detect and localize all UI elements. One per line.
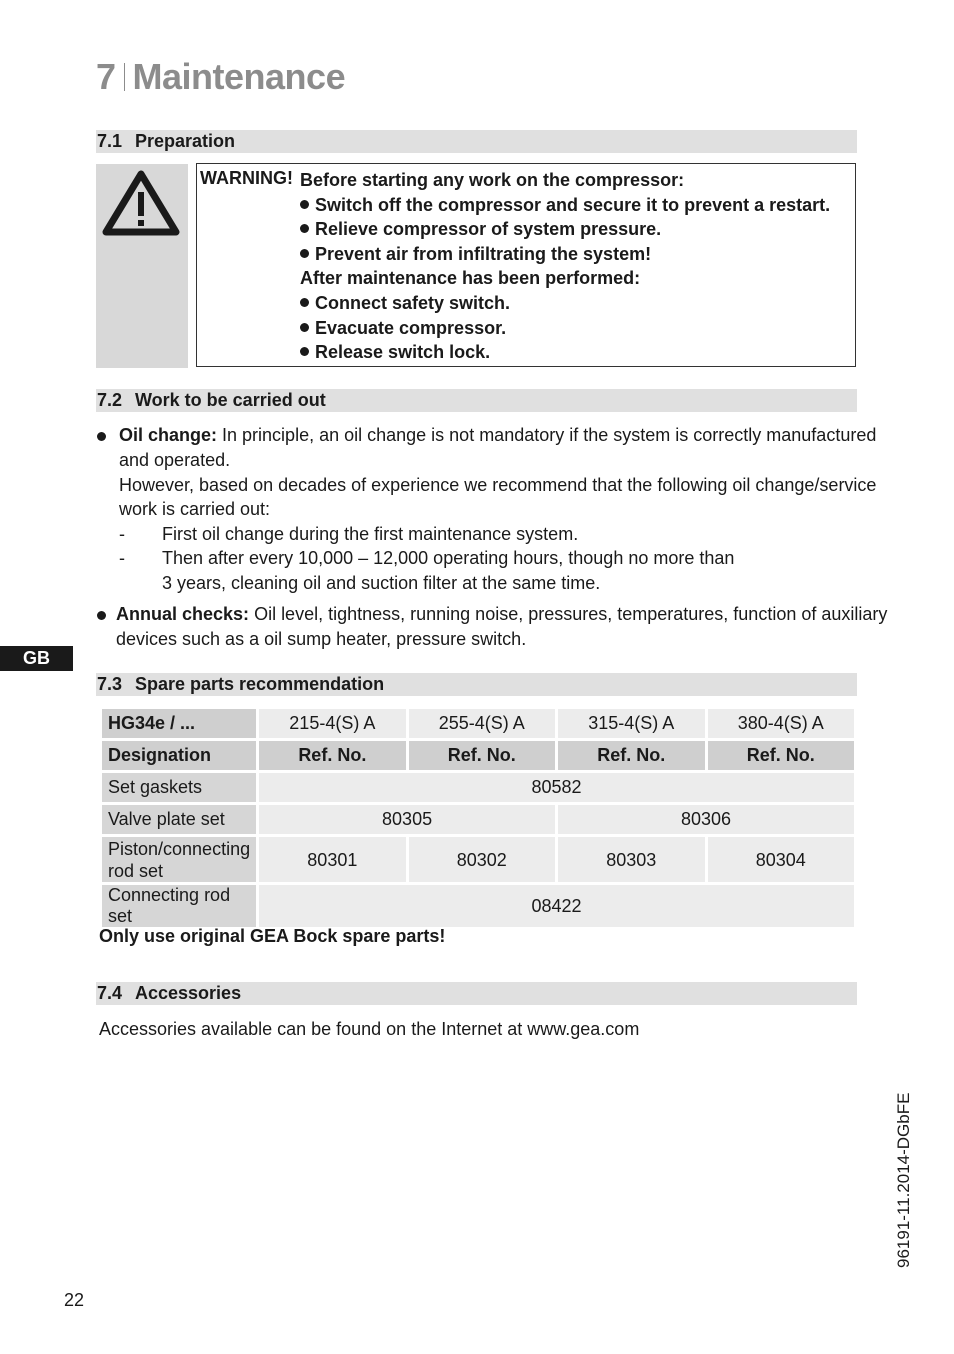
table-cell: Ref. No. <box>259 741 405 770</box>
oil-change-item-2-line-2: 3 years, cleaning oil and suction filter at the same time. <box>162 573 601 593</box>
table-cell: 80301 <box>259 837 405 882</box>
table-cell: 255-4(S) A <box>409 709 555 738</box>
warning-lines <box>300 168 830 365</box>
oil-change-line-2: and operated. <box>119 450 231 470</box>
annual-checks-line-2: devices such as a oil sump heater, pressure switch. <box>116 629 527 649</box>
warning-line: Relieve compressor of system pressure. <box>300 217 830 242</box>
table-cell: 80305 <box>259 805 555 834</box>
bullet-icon <box>97 611 106 620</box>
oil-change-line-1: Oil change: In principle, an oil change is not mandatory if the system is correctly manufactured <box>119 425 877 445</box>
section-7-3-header <box>96 673 857 696</box>
bullet-icon <box>300 298 309 307</box>
table-cell: 380-4(S) A <box>708 709 855 738</box>
warning-icon-panel <box>96 164 188 368</box>
spare-parts-table <box>99 706 857 930</box>
table-cell: HG34e / ... <box>102 709 256 738</box>
table-header-row <box>102 709 854 738</box>
table-row <box>102 885 854 927</box>
section-7-4-header <box>96 982 857 1005</box>
table-cell: Set gaskets <box>102 773 256 802</box>
dash-marker: - <box>119 524 125 544</box>
warning-line: Before starting any work on the compressor: <box>300 170 685 190</box>
table-cell: 80303 <box>558 837 704 882</box>
section-number: 7.4 <box>97 983 123 1003</box>
table-cell: 80302 <box>409 837 555 882</box>
warning-line: Prevent air from infiltrating the system! <box>300 242 830 267</box>
bullet-icon <box>300 200 309 209</box>
warning-line: Evacuate compressor. <box>300 316 830 341</box>
section-number: 7.3 <box>97 674 123 694</box>
heading-divider <box>124 63 125 91</box>
table-cell: Valve plate set <box>102 805 256 834</box>
table-cell: Designation <box>102 741 256 770</box>
section-title: Work to be carried out <box>135 390 326 410</box>
table-cell: Connecting rod set <box>102 885 256 927</box>
warning-triangle-icon <box>96 164 188 368</box>
chapter-title: Maintenance <box>132 56 346 97</box>
table-cell: Ref. No. <box>708 741 855 770</box>
chapter-heading <box>96 56 345 98</box>
table-cell: Ref. No. <box>409 741 555 770</box>
bullet-icon <box>300 347 309 356</box>
table-header-row <box>102 741 854 770</box>
table-cell: 08422 <box>259 885 854 927</box>
table-row <box>102 837 854 882</box>
document-code: 96191-11.2014-DGbFE <box>894 1092 913 1268</box>
page-number: 22 <box>64 1290 85 1310</box>
bullet-icon <box>97 432 106 441</box>
accessories-text: Accessories available can be found on the Internet at www.gea.com <box>99 1019 640 1039</box>
table-cell: Ref. No. <box>558 741 704 770</box>
warning-label: WARNING! <box>200 168 293 188</box>
chapter-number: 7 <box>96 56 116 97</box>
oil-change-line-4: work is carried out: <box>119 499 271 519</box>
section-7-1-header <box>96 130 857 153</box>
section-title: Accessories <box>135 983 242 1003</box>
warning-line: After maintenance has been performed: <box>300 268 641 289</box>
table-cell: Piston/connecting rod set <box>102 837 256 882</box>
bullet-icon <box>300 224 309 233</box>
section-number: 7.1 <box>97 131 123 151</box>
warning-line: Connect safety switch. <box>300 291 830 316</box>
section-title: Spare parts recommendation <box>135 674 385 694</box>
language-tab: GB <box>0 646 73 671</box>
table-cell: 80304 <box>708 837 855 882</box>
warning-line: Switch off the compressor and secure it to prevent a restart. <box>300 193 830 218</box>
bullet-icon <box>300 249 309 258</box>
section-title: Preparation <box>135 131 236 151</box>
table-cell: 315-4(S) A <box>558 709 704 738</box>
table-cell: 80306 <box>558 805 854 834</box>
table-cell: 80582 <box>259 773 854 802</box>
table-row <box>102 773 854 802</box>
oil-change-item-1: First oil change during the first maintenance system. <box>162 524 579 544</box>
table-row <box>102 805 854 834</box>
table-cell: 215-4(S) A <box>259 709 405 738</box>
section-number: 7.2 <box>97 390 123 410</box>
annual-checks-line-1: Annual checks: Oil level, tightness, running noise, pressures, temperatures, function of auxiliary <box>116 604 888 624</box>
bullet-icon <box>300 323 309 332</box>
warning-line: Release switch lock. <box>300 340 830 365</box>
oil-change-item-2-line-1: Then after every 10,000 – 12,000 operating hours, though no more than <box>162 548 735 568</box>
spare-parts-note: Only use original GEA Bock spare parts! <box>99 926 446 946</box>
oil-change-line-3: However, based on decades of experience we recommend that the following oil change/service <box>119 475 877 495</box>
dash-marker: - <box>119 548 125 568</box>
section-7-2-header <box>96 389 857 412</box>
